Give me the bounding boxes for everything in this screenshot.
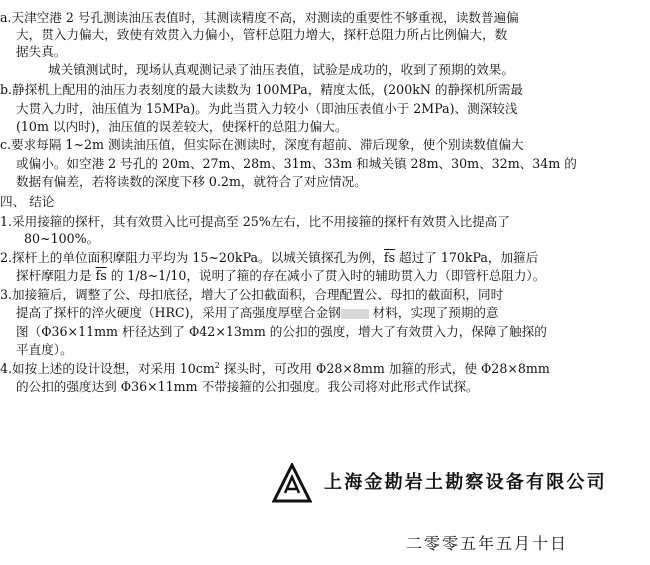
text-line: 80~100%。: [24, 231, 100, 246]
text-line: 1.采用接箍的探杆，其有效贯入比可提高至 25%左右，比不用接箍的探杆有效贯入比提高了: [0, 214, 510, 229]
company-name: 上海金勘岩土勘察设备有限公司: [324, 472, 607, 493]
text-line: 图（Φ36×11mm 杆径达到了 Φ42×13mm 的公扣的强度，增大了有效贯入力，保障了触探的: [16, 324, 547, 339]
text-line: 4.如按上述的设计设想，对采用 $10cm^2$ 探头时，可改用 Φ28×8mm 加箍的形式，使 Φ28×8mm: [0, 360, 550, 376]
text-line: 城关镇测试时，现场认真观测记录了油压表值，试验是成功的，收到了预期的效果。: [48, 62, 514, 77]
text-line: 提高了探杆的淬火硬度（HRC)，采用了高强度厚壁合金钢 材料，实现了预期的意: [16, 305, 499, 320]
text-line: c.要求每隔 1~2m 测读油压值，但实际在测读时，深度有超前、滞后现象，使个别读数值偏大: [0, 137, 524, 152]
text-line: 3.加接箍后，调整了公、母扣底径，增大了公扣截面积，合理配置公、母扣的截面积，同时: [0, 287, 504, 302]
text-line: (10m 以内时)，油压值的误差较大，使探杆的总阻力偏大。: [16, 119, 348, 134]
text-line: 的公扣的强度达到 Φ36×11mm 不带接箍的公扣强度。我公司将对此形式作试探。: [16, 379, 479, 394]
text-line: 数据有偏差，若将读数的深度下移 0.2m，就符合了对应情况。: [16, 174, 367, 189]
text-line: 据失真。: [16, 44, 67, 59]
text-line: b.静探机上配用的油压力表刻度的最大读数为 100MPa，精度太低，(200kN 的静探机所需最: [0, 82, 524, 97]
text-line: 探杆摩阻力是 $\overline{fs}$ 的 1/8~1/10，说明了箍的存在减小了贯入时的辅助贯入力（即管杆总阻力）。: [16, 268, 546, 283]
text-line: 四、 结论: [0, 194, 55, 209]
text-line: 或偏小。如空港 2 号孔的 20m、27m、28m、31m、33m 和城关镇 28m、30m、32m、34m 的: [16, 156, 577, 171]
symbol-fs: $\overline{fs}$: [383, 250, 396, 265]
text-line: 平直度）。: [16, 342, 73, 357]
text-line: 大贯入力时，油压值为 15MPa)。为此当贯入力较小（即油压表值小于 2MPa)、测深较浅: [16, 101, 518, 116]
company-logo-icon: [272, 463, 312, 503]
document-date: 二零零五年五月十日: [406, 534, 569, 553]
symbol-fs: $\overline{fs}$: [95, 268, 107, 283]
text-line: a.天津空港 2 号孔测读油压表值时，其测读精度不高，对测读的重要性不够重视，读数普遍偏: [0, 10, 519, 25]
redacted-text: [341, 309, 369, 319]
text-line: 2.探杆上的单位面积摩阻力平均为 15~20kPa。以城关镇探孔为例，$\overline{fs}$ 超过了 170kPa，加箍后: [0, 250, 539, 265]
text-line: 大，贯入力偏大，致使有效贯入力偏小，管杆总阻力增大，探杆总阻力所占比例偏大，数: [16, 27, 508, 42]
